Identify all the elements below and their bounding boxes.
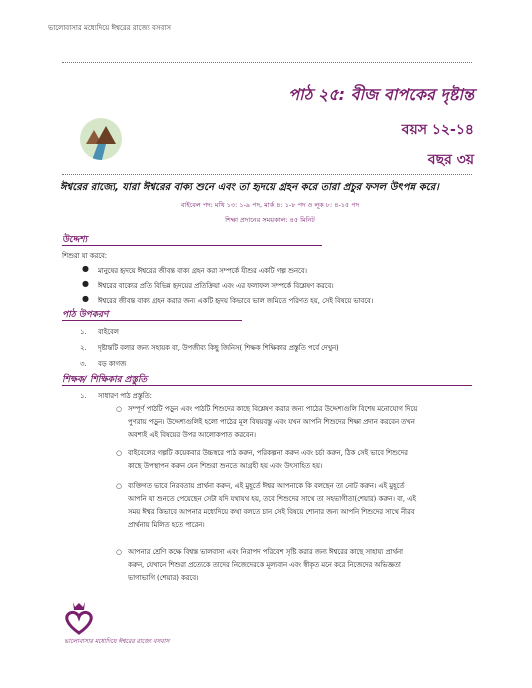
objective-item: ঈশ্বরের জীবন্ত বাক্য গ্রহন করার জন্য একটি হৃদয় কিভাবে ভাল জমিতে পরিণত হয়, সেই বিষয়ে ভাববে। <box>98 297 374 305</box>
objectives-heading: উদ্দেশ্য <box>62 235 88 245</box>
bullet: ● <box>82 294 89 303</box>
heart-crown-icon <box>62 600 96 636</box>
top-divider <box>62 62 472 63</box>
material-number: ১. <box>80 328 87 336</box>
material-number: ৩. <box>80 360 87 368</box>
objectives-intro: শিশুরা যা করবে: <box>62 252 108 260</box>
preparation-item: ব্যক্তিগত ভাবে নিরবতায় প্রার্থনা করুন, এই মুহূর্তে ঈশ্বর আপনাকে কি বলছেন তা নোট করুন। এই মুহূর্তে আপনি যা শুনতে পেয়েছেন সেটা যদি যথাযথ হয়, তবে শিশুদের সাথে তা সহভাগীতা(শেয়ার) করুন। বা, এই সময় ঈশ্বর কিভাবে আপনার মধ্যেদিয়ে কথা বলতে চান সেই বিষয়ে শোনার জন্য আপনি শিশুদের সাথে নীরব প্রার্থনায় মিলিত হতে পারেন। <box>128 482 416 529</box>
preparation-item: বাইবেলের গল্পটি কয়েকবার উচ্চস্বরে পাঠ করুন, পরিকল্পনা করুন এবং চর্চা করুন, ঠিক সেই ভাবে শিশুদের কাছে উপস্থাপন করুন যেন শিশুরা শুনতে আগ্রহী হয় এবং উৎসাহিত হয়। <box>128 449 408 470</box>
objectives-underline <box>62 245 322 246</box>
footer-title: ভালোবাসার মধ্যেদিয়ে ঈশ্বরের রাজ্যে বসবাস <box>64 638 170 645</box>
lesson-title: পাঠ ২৫: বীজ বাপকের দৃষ্টান্ত <box>288 85 474 104</box>
teaching-time: শিক্ষা প্রদানের সময়কাল: ৪৫ মিনিট <box>225 216 315 224</box>
objective-item: ঈশ্বরের বাক্যের প্রতি বিভিন্ন হৃদয়ের প্রতিক্রিয়া এবং এর ফলাফল সম্পর্কে বিশ্লেষণ করবে। <box>98 282 334 290</box>
materials-heading: পাঠ উপকরণ <box>62 310 109 320</box>
title-divider <box>62 174 472 175</box>
preparation-heading: শিক্ষক/ শিক্ষিকার প্রস্তুতি <box>62 375 148 385</box>
preparation-number: ১. <box>80 392 87 400</box>
preparation-item: সম্পূর্ণ পাঠটি পড়ুন এবং পাঠটি শিশুদের কাছে বিশ্লেষণ করার জন্য পাঠের উদ্দেশ্যগুলি বিশেষ মনোযোগ দিয়ে পুণরায় পড়ুন। উদ্দেশ্যগুলিই হলো পাঠের মূল বিষয়বস্তু এবং যখন আপনি শিশুদের শিক্ষা প্রদান করবেন তখন অবশ্যই এই বিষয়ের উপর আলোকপাত করবেন। <box>128 405 418 439</box>
key-verse: ঈশ্বরের রাজ্যে, যারা ঈশ্বরের বাক্য শুনে এবং তা হৃদয়ে গ্রহন করে তারা প্রচুর ফসল উৎপন্ন করে। <box>60 182 439 193</box>
material-number: ২. <box>80 344 87 352</box>
circle-bullet: ○ <box>116 548 122 556</box>
material-item: দৃষ্টান্তটি বলার জন্য সহায়ক বা, উপজীব্য কিছু জিনিস( শিক্ষক শিক্ষিকার প্রস্তুতি পর্বে দেখুন) <box>98 344 339 352</box>
running-header: ভালোবাসার মধ্যেদিয়ে ঈশ্বরের রাজ্যে বসবাস <box>48 24 172 32</box>
preparation-subheading: সাধারণ পাঠ প্রস্তুতি: <box>98 392 152 400</box>
materials-underline <box>62 320 242 321</box>
material-item: বড় কাগজ <box>98 360 127 368</box>
bible-references: বাইবেল পদ: মথি ১৩: ১-৯ পদ, মার্ক ৪: ১-৮ পদ ও লূক ৮: ৪-১৫ পদ <box>180 201 360 209</box>
circle-bullet: ○ <box>116 449 122 457</box>
lesson-year: বছর ৩য় <box>427 152 474 168</box>
preparation-underline <box>62 385 472 386</box>
objective-item: মানুষের হৃদয়ে ঈশ্বরের জীবন্ত বাক্য গ্রহন করা সম্পর্কে যীশুর একটি গল্প শুনবে। <box>98 267 307 275</box>
circle-bullet: ○ <box>116 405 122 413</box>
preparation-item: আপনার শ্রেণি কক্ষে বিশ্বস্ত ভালবাসা এবং নিরাপদ পরিবেশ সৃষ্টি করার জন্য ঈশ্বরের কাছে সাহায্য প্রার্থনা করুন, যেখানে শিশুরা প্রত্যেকে তাদের নিজেদেরকে মূল্যবান এবং স্বীকৃত মনে করে নিজেদের অভিজ্ঞতা ভাগাভাগি (শেয়ার) করবে। <box>128 548 404 582</box>
bullet: ● <box>82 279 89 288</box>
bullet: ● <box>82 264 89 273</box>
lesson-logo <box>80 118 122 160</box>
material-item: বাইবেল <box>98 328 119 336</box>
circle-bullet: ○ <box>116 482 122 490</box>
age-range: বয়স ১২-১৪ <box>401 122 474 138</box>
